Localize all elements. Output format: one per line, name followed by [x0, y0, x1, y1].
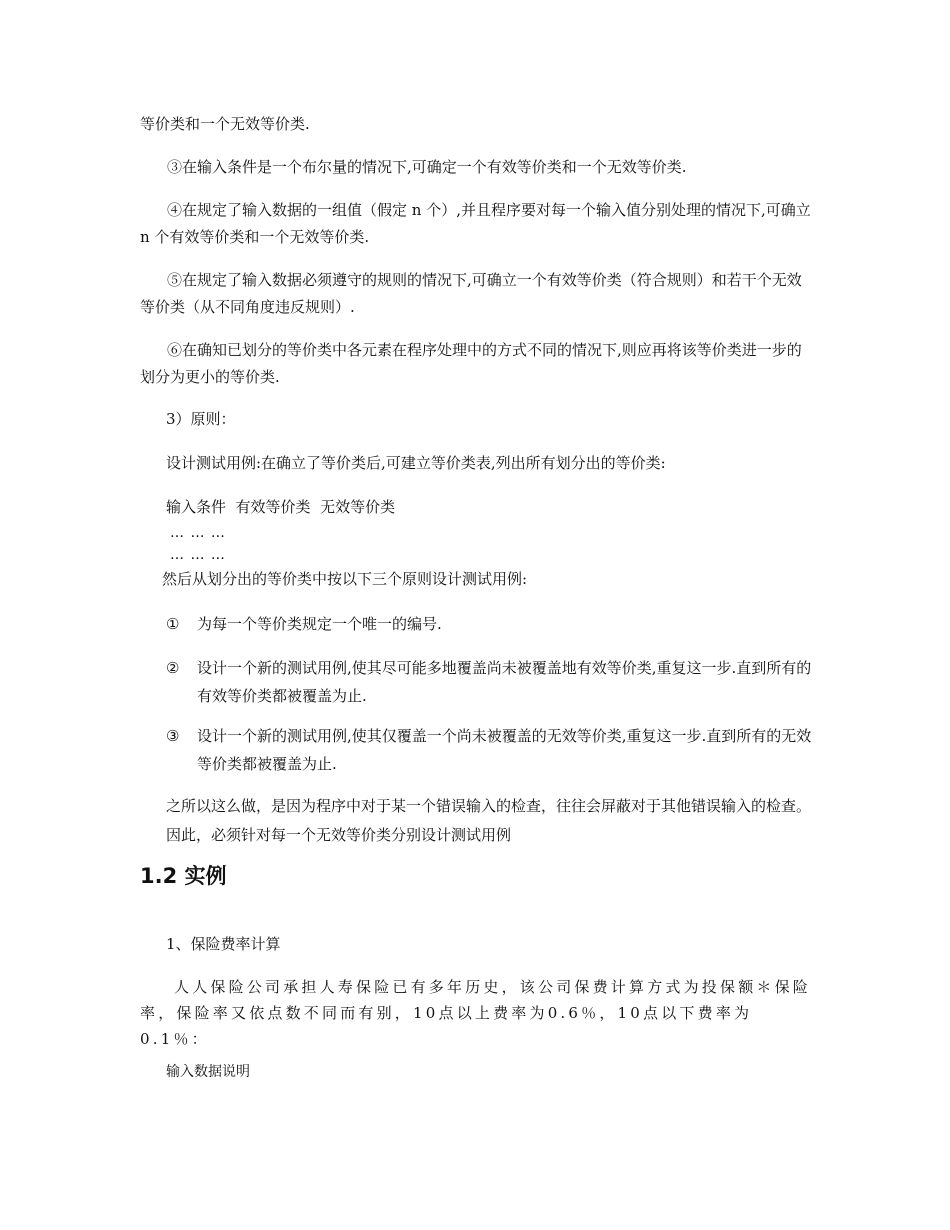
list-item-text: 设计一个新的测试用例,使其仅覆盖一个尚未被覆盖的无效等价类,重复这一步.直到所有的无效等价类都被覆盖为止. — [197, 727, 812, 773]
list-item — [166, 654, 816, 710]
then-text: 然后从划分出的等价类中按以下三个原则设计测试用例: — [162, 570, 528, 588]
table-ellipsis-row-2: … … … — [170, 547, 226, 563]
list-item-text: 设计一个新的测试用例,使其尽可能多地覆盖尚未被覆盖地有效等价类,重复这一步.直到所有的有效等价类都被覆盖为止. — [197, 659, 812, 705]
paragraph-rule-6: ⑥在确知已划分的等价类中各元素在程序处理中的方式不同的情况下,则应再将该等价类进一步的划分为更小的等价类. — [140, 341, 802, 386]
paragraph-rule-4: ④在规定了输入数据的一组值（假定 n 个）,并且程序要对每一个输入值分别处理的情况下,可确立 n 个有效等价类和一个无效等价类. — [140, 201, 811, 246]
example-title: 1、保险费率计算 — [166, 935, 281, 953]
equivalence-table-header: 输入条件 有效等价类 无效等价类 — [166, 498, 396, 516]
list-item — [166, 722, 816, 778]
reason-paragraph: 之所以这么做，是因为程序中对于某一个错误输入的检查，往往会屏蔽对于其他错误输入的检查。因此，必须针对每一个无效等价类分别设计测试用例 — [166, 797, 812, 844]
design-intro-text: 设计测试用例:在确立了等价类后,可建立等价类表,列出所有划分出的等价类: — [166, 454, 666, 472]
section-heading: 1.2 实例 — [140, 864, 227, 888]
paragraph-rule-3: ③在输入条件是一个布尔量的情况下,可确定一个有效等价类和一个无效等价类. — [167, 158, 687, 176]
input-note: 输入数据说明 — [166, 1064, 250, 1080]
paragraph-continuation: 等价类和一个无效等价类. — [140, 115, 310, 133]
list-item-number: ② — [166, 659, 180, 677]
table-ellipsis-row-1: … … … — [170, 525, 226, 541]
principle-label: 3）原则： — [166, 410, 236, 428]
paragraph-rule-5: ⑤在规定了输入数据必须遵守的规则的情况下,可确立一个有效等价类（符合规则）和若干个无效等价类（从不同角度违反规则）. — [140, 271, 802, 316]
list-item-text: 为每一个等价类规定一个唯一的编号. — [197, 615, 442, 633]
example-description: 人人保险公司承担人寿保险已有多年历史，该公司保费计算方式为投保额＊保险率，保险率又依点数不同而有别，10点以上费率为0.6％，10点以下费率为0.1％： — [140, 978, 812, 1048]
list-item-number: ③ — [166, 727, 180, 745]
list-item — [166, 610, 816, 638]
list-item-number: ① — [166, 615, 180, 633]
